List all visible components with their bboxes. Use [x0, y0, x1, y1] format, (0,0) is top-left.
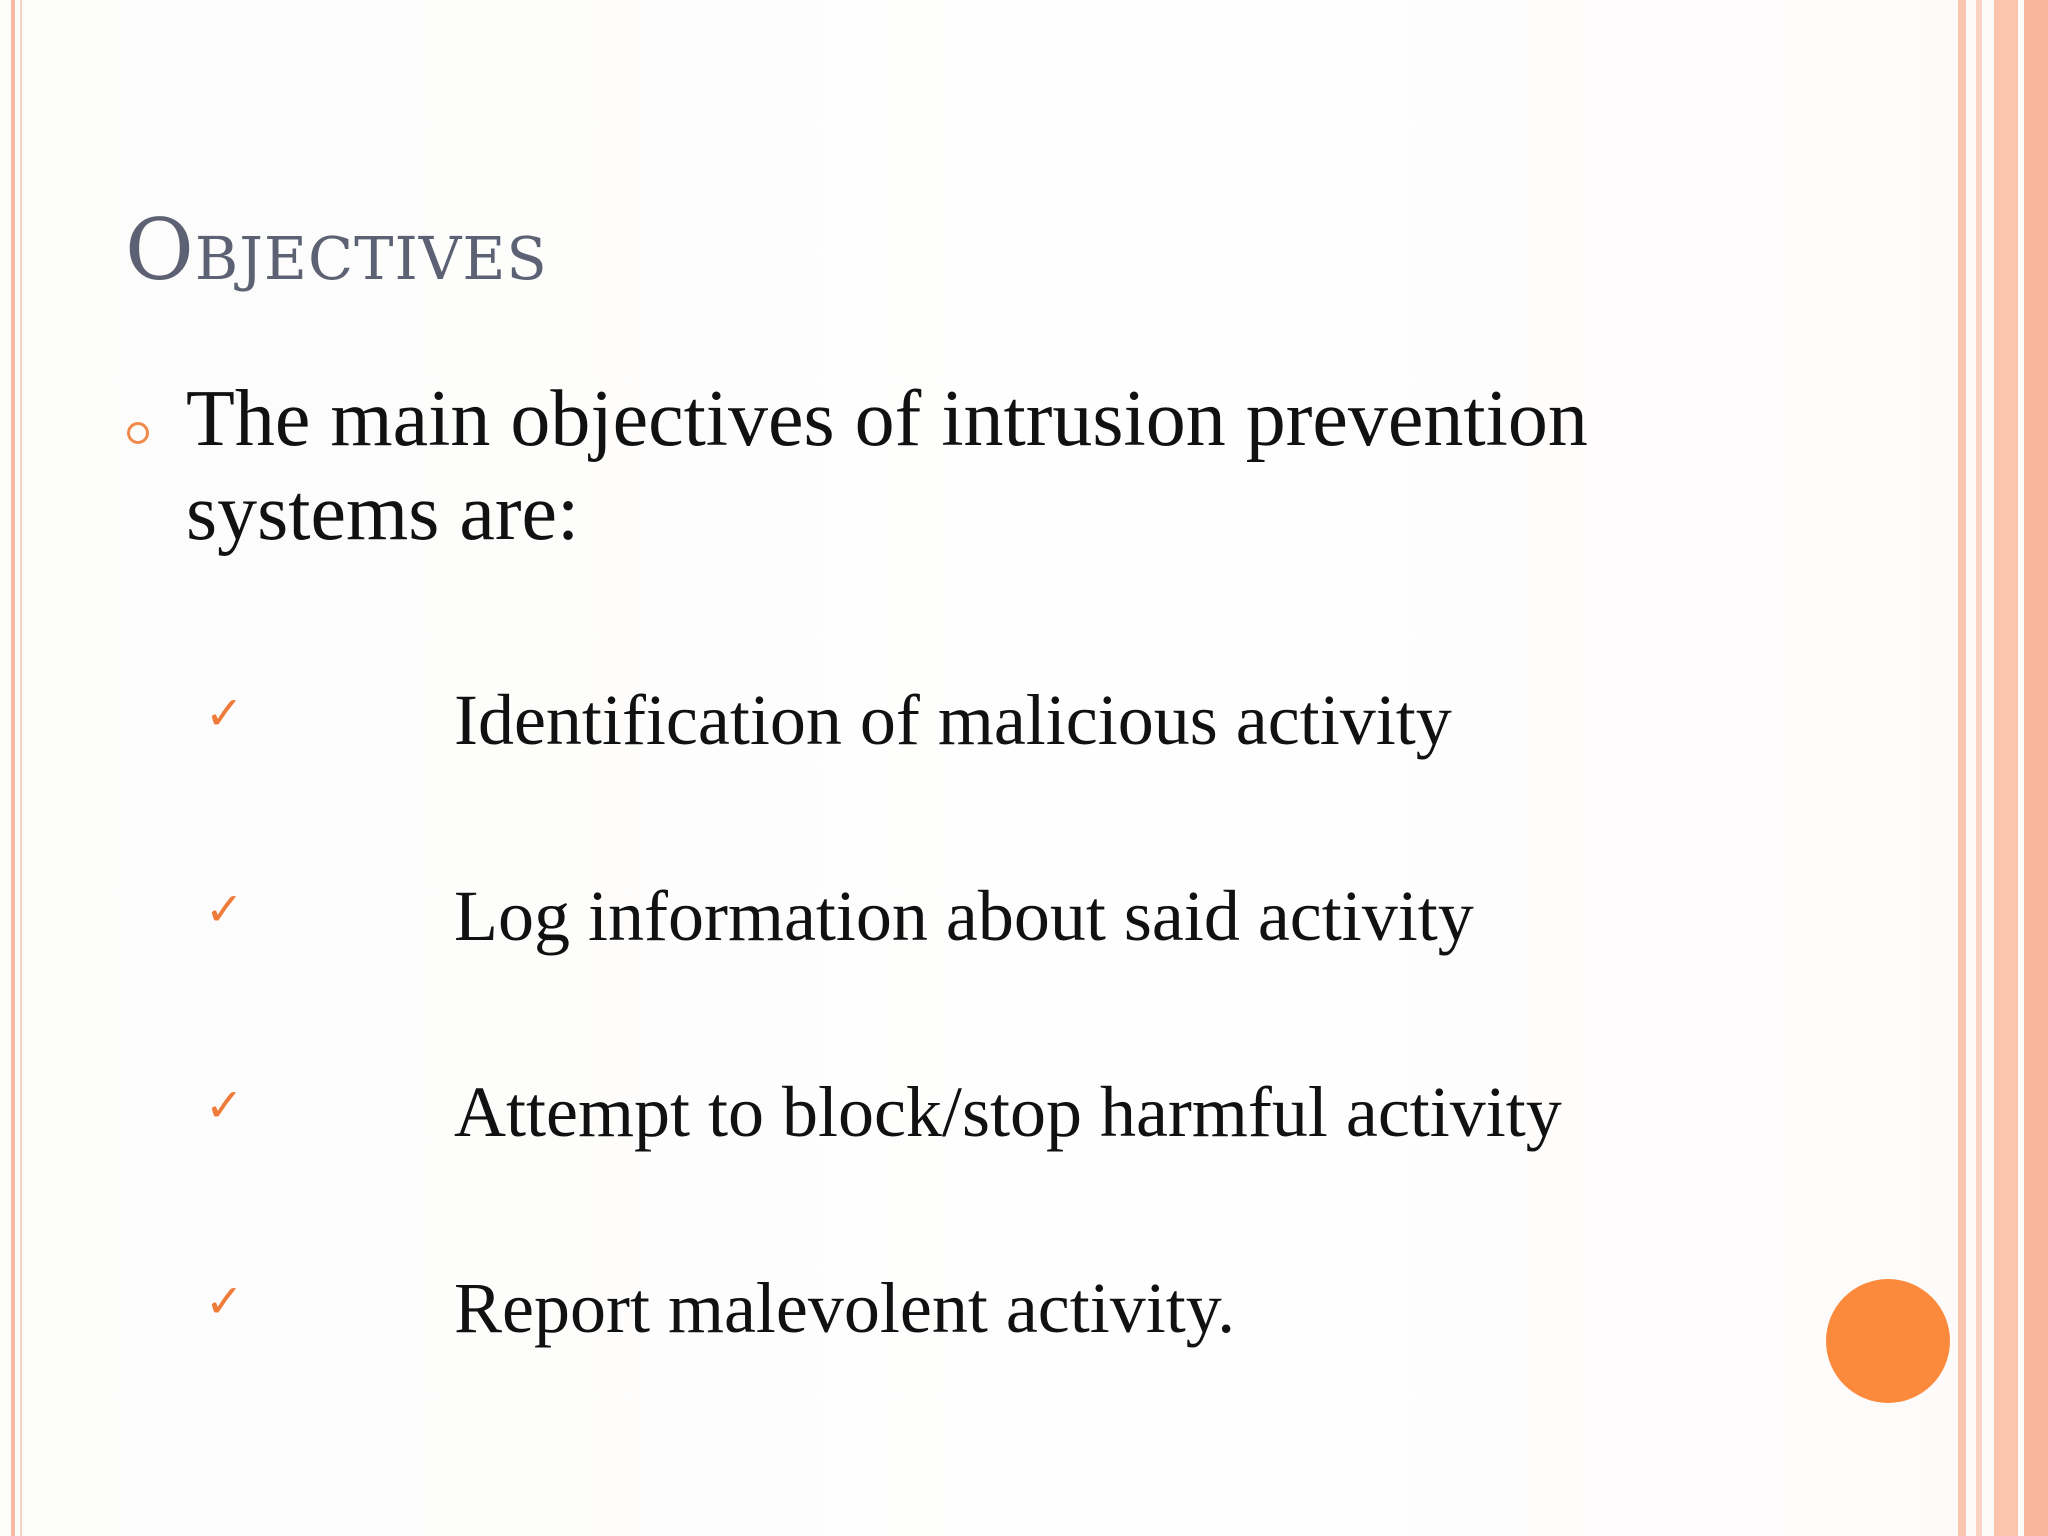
objective-text: Log information about said activity — [454, 876, 1474, 956]
objective-item — [0, 1268, 1900, 1358]
slide-title: Objectives — [125, 201, 548, 299]
right-decor-bar — [1958, 0, 1966, 1536]
checkmark-icon: ✓ — [205, 686, 244, 740]
hollow-circle-icon — [127, 422, 149, 444]
intro-text: The main objectives of intrusion prevention systems are: — [186, 375, 1588, 557]
right-decor-bar — [1976, 0, 1982, 1536]
right-decor-bar — [1994, 0, 2018, 1536]
objective-item — [0, 680, 1900, 770]
objective-item — [0, 1072, 1900, 1162]
checkmark-icon: ✓ — [205, 1274, 244, 1328]
checkmark-icon: ✓ — [205, 1078, 244, 1132]
objective-text: Report malevolent activity. — [454, 1268, 1236, 1348]
right-decor-bar — [2024, 0, 2048, 1536]
checkmark-icon: ✓ — [205, 882, 244, 936]
objective-text: Attempt to block/stop harmful activity — [454, 1072, 1562, 1152]
objective-item — [0, 876, 1900, 966]
orange-circle-decoration — [1826, 1279, 1950, 1403]
objective-text: Identification of malicious activity — [454, 680, 1452, 760]
